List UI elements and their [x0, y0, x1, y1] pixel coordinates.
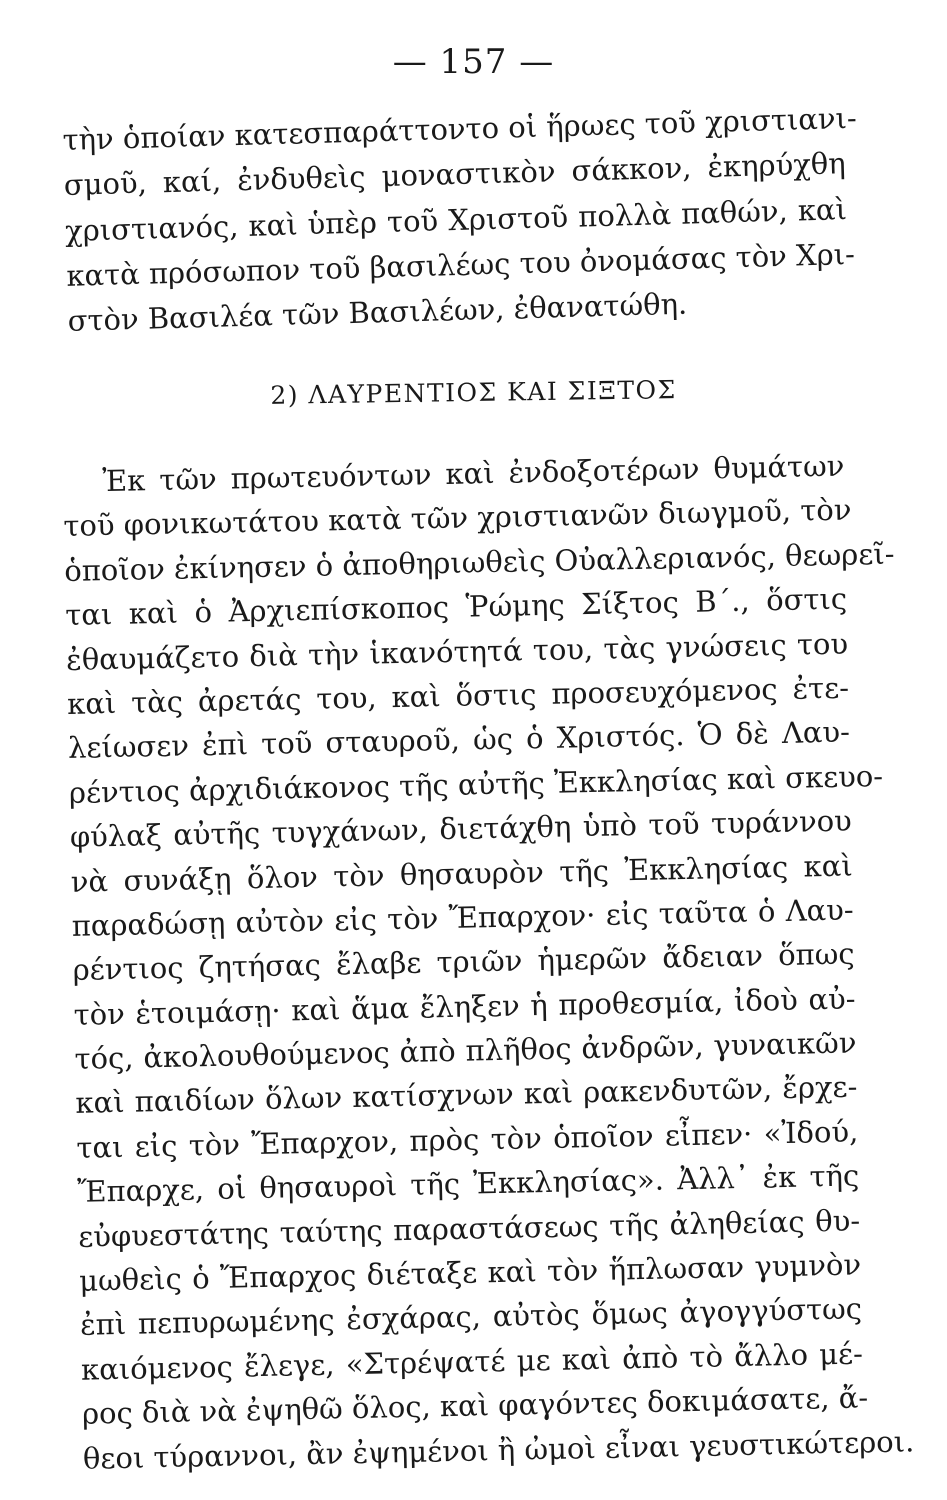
text-line: νὰ συνάξῃ ὅλον τὸν θησαυρὸν τῆς Ἐκκλησίας καὶ [70, 848, 854, 899]
text-line: ἐθαυμάζετο διὰ τὴν ἱκανότητά του, τὰς γνώσεις του [65, 626, 849, 677]
text-line: Ἐκ τῶν πρωτευόντων καὶ ἐνδοξοτέρων θυμάτων [102, 448, 845, 499]
text-line: ρος διὰ νὰ ἐψηθῶ ὅλος, καὶ φαγόντες δοκιμάσατε, ἄ- [81, 1380, 869, 1431]
text-line: θεοι τύραννοι, ἂν ἐψημένοι ἢ ὠμοὶ εἶναι γευστικώτεροι. [82, 1423, 915, 1476]
text-line: κατὰ πρόσωπον τοῦ βασιλέως του ὀνομάσας τὸν Χρι- [65, 236, 856, 293]
text-line: τὴν ὁποίαν κατεσπαράττοντο οἱ ἥρωες τοῦ χριστιανι- [62, 100, 858, 157]
text-line: φύλαξ αὐτῆς τυγχάνων, διετάχθη ὑπὸ τοῦ τυράννου [69, 803, 853, 855]
text-line: σμοῦ, καί, ἐνδυθεὶς μοναστικὸν σάκκον, ἐκηρύχθη [63, 146, 847, 203]
text-line: εὐφυεστάτης ταύτης παραστάσεως τῆς ἀληθείας θυ- [77, 1203, 861, 1254]
text-line: ρέντιος ζητήσας ἔλαβε τριῶν ἡμερῶν ἄδειαν ὅπως [72, 936, 855, 988]
text-line: ται εἰς τὸν Ἔπαρχον, πρὸς τὸν ὁποῖον εἶπεν· «Ἰδού, [76, 1114, 859, 1165]
text-line: λείωσεν ἐπὶ τοῦ σταυροῦ, ὡς ὁ Χριστός. Ὁ δὲ Λαυ- [67, 714, 851, 766]
text-line: μωθεὶς ὁ Ἔπαρχος διέταξε καὶ τὸν ἥπλωσαν γυμνὸν [78, 1247, 862, 1298]
text-line: καιόμενος ἔλεγε, «Στρέψατέ με καὶ ἀπὸ τὸ ἄλλο μέ- [80, 1336, 864, 1387]
text-line: παραδώσῃ αὐτὸν εἰς τὸν Ἔπαρχον· εἰς ταῦτα ὁ Λαυ- [71, 892, 854, 943]
text-line: Ἔπαρχε, οἱ θησαυροὶ τῆς Ἐκκλησίας». Ἀλλ᾿ ἐκ τῆς [76, 1158, 860, 1210]
paragraph-main [62, 444, 915, 1481]
text-line: χριστιανός, καὶ ὑπὲρ τοῦ Χριστοῦ πολλὰ παθών, καὶ [64, 191, 848, 248]
text-line: ρέντιος ἀρχιδιάκονος τῆς αὐτῆς Ἐκκλησίας καὶ σκευο- [68, 758, 884, 810]
text-line: ἐπὶ πεπυρωμένης ἐσχάρας, αὐτὸς ὅμως ἀγογγύστως [79, 1291, 863, 1343]
text-line: τός, ἀκολουθούμενος ἀπὸ πλῆθος ἀνδρῶν, γυναικῶν [74, 1025, 857, 1076]
text-line: τὸν ἑτοιμάσῃ· καὶ ἅμα ἔληξεν ἡ προθεσμία, ἰδοὺ αὐ- [73, 981, 856, 1032]
text-line: ὁποῖον ἐκίνησεν ὁ ἀποθηριωθεὶς Οὐαλλεριανός, θεωρεῖ- [63, 536, 895, 588]
text-line: ται καὶ ὁ Ἀρχιεπίσκοπος Ῥώμης Σίξτος Β΄., ὅστις [64, 581, 848, 633]
page-number: — 157 — [392, 42, 555, 82]
paragraph-continuation [62, 96, 858, 344]
text-line: καὶ παιδίων ὅλων κατίσχνων καὶ ρακενδυτῶν, ἔρχε- [75, 1069, 858, 1121]
section-heading: 2) ΛΑΥΡΕΝΤΙΟΣ ΚΑΙ ΣΙΞΤΟΣ [270, 375, 677, 410]
text-line: καὶ τὰς ἀρετάς του, καὶ ὅστις προσευχόμενος ἐτε- [66, 670, 850, 721]
text-line: στὸν Βασιλέα τῶν Βασιλέων, ἐθανατώθη. [67, 286, 688, 339]
text-line: τοῦ φονικωτάτου κατὰ τῶν χριστιανῶν διωγμοῦ, τὸν [63, 492, 852, 544]
